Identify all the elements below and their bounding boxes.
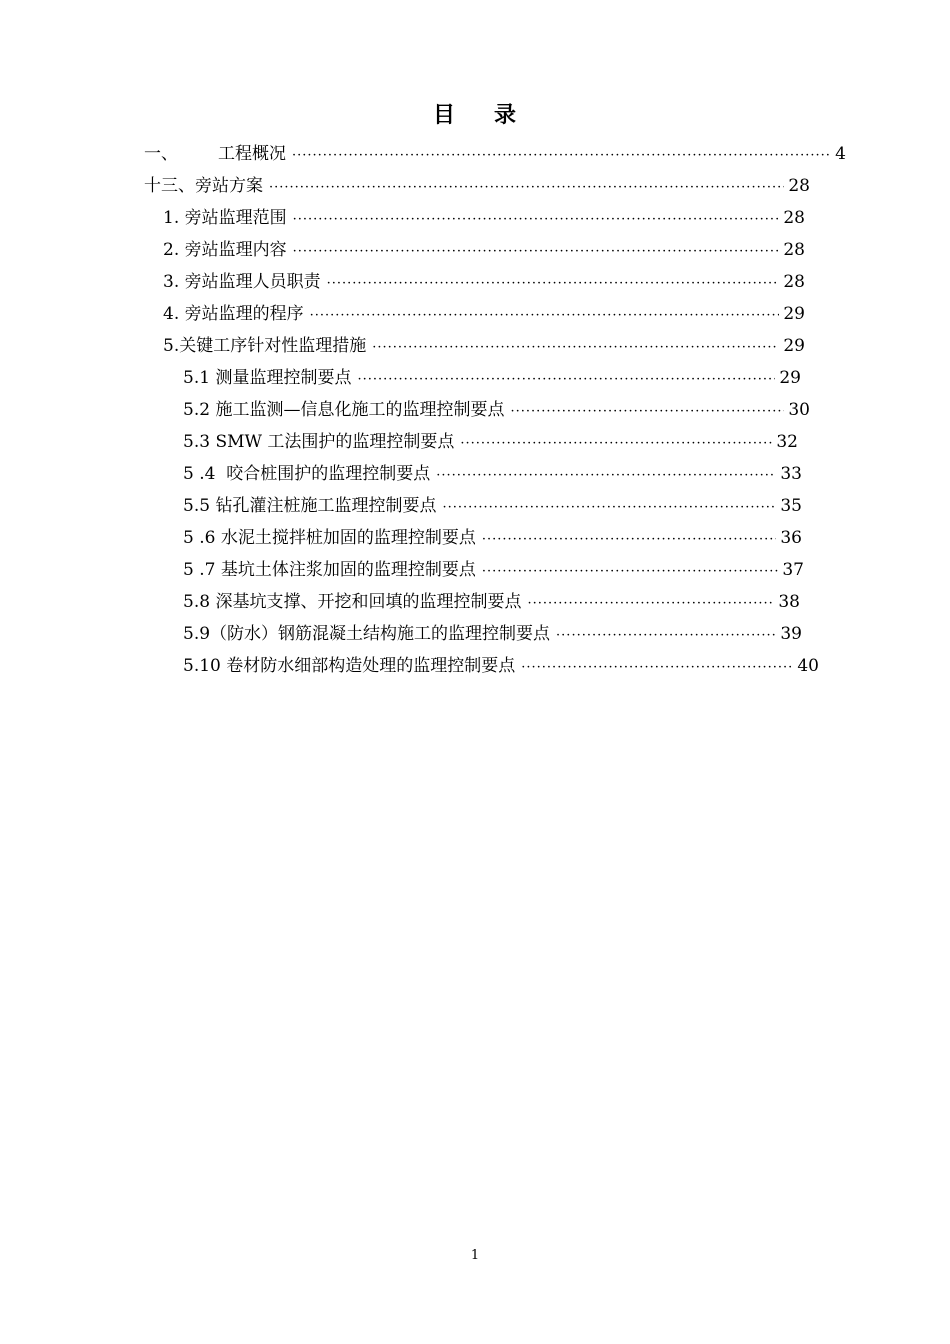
toc-entry-label: 4. 旁站监理的程序 [163,304,304,324]
toc-entry-label: 5.关键工序针对性监理措施 [163,336,367,356]
toc-entry-5-7[interactable] [183,558,804,582]
toc-page-number: 30 [788,400,810,420]
toc-entry-5-9[interactable] [183,622,802,646]
toc-entry-label: 5.9（防水）钢筋混凝土结构施工的监理控制要点 [183,624,551,644]
toc-entry-5-1[interactable] [183,366,801,390]
toc-entry-label: 5 .4 咬合桩围护的监理控制要点 [183,464,431,484]
toc-entry-label: 5 .6 水泥土搅拌桩加固的监理控制要点 [183,528,476,548]
toc-dot-leader [357,368,775,392]
toc-entry-3[interactable] [163,270,805,294]
toc-dot-leader [269,176,784,200]
toc-page-number: 28 [783,208,805,228]
toc-page-number: 33 [780,464,802,484]
toc-entry-project-overview[interactable] [144,142,846,166]
toc-entry-label: 3. 旁站监理人员职责 [163,272,321,292]
toc-entry-label: 5.2 施工监测—信息化施工的监理控制要点 [183,400,505,420]
toc-dot-leader [372,336,779,360]
toc-entry-label: 5 .7 基坑土体注浆加固的监理控制要点 [183,560,476,580]
toc-entry-label: 十三、旁站方案 [144,176,263,196]
toc-entry-5-5[interactable] [183,494,802,518]
toc-page-number: 29 [783,336,805,356]
toc-entry-label: 2. 旁站监理内容 [163,240,287,260]
toc-dot-leader [310,304,780,328]
toc-page-number: 28 [783,272,805,292]
toc-entry-5-4[interactable] [183,462,802,486]
footer-page-number: 1 [470,1248,480,1263]
toc-entry-2[interactable] [163,238,805,262]
toc-entry-5-3[interactable] [183,430,798,454]
toc-entry-label: 5.3 SMW 工法围护的监理控制要点 [183,432,455,452]
toc-entry-4[interactable] [163,302,805,326]
toc-title-char-2: 录 [494,102,518,128]
toc-dot-leader [482,528,777,552]
toc-page-number: 29 [783,304,805,324]
toc-entry-5-2[interactable] [183,398,810,422]
toc-entry-label: 5.8 深基坑支撑、开挖和回填的监理控制要点 [183,592,522,612]
toc-dot-leader [293,240,780,264]
toc-entry-1[interactable] [163,206,805,230]
toc-page-number: 36 [780,528,802,548]
toc-entry-label: 5.1 测量监理控制要点 [183,368,352,388]
toc-dot-leader [556,624,776,648]
toc-dot-leader [327,272,780,296]
toc-page-number: 35 [780,496,802,516]
toc-dot-leader [482,560,779,584]
toc-page-number: 4 [835,144,846,164]
toc-entry-label: 5.10 卷材防水细部构造处理的监理控制要点 [183,656,516,676]
toc-dot-leader [293,208,780,232]
toc-entry-5[interactable] [163,334,805,358]
toc-dot-leader [521,656,793,680]
toc-dot-leader [510,400,784,424]
toc-page-number: 37 [782,560,804,580]
toc-title-char-1: 目 [432,102,456,128]
toc-entry-5-6[interactable] [183,526,802,550]
toc-dot-leader [436,464,776,488]
toc-dot-leader [442,496,776,520]
toc-page-number: 29 [779,368,801,388]
toc-entry-5-10[interactable] [183,654,819,678]
toc-entry-section-13[interactable] [144,174,810,198]
toc-page-number: 28 [788,176,810,196]
toc-title [0,98,950,129]
toc-page-number: 32 [776,432,798,452]
toc-entry-label: 5.5 钻孔灌注桩施工监理控制要点 [183,496,437,516]
toc-page-number: 28 [783,240,805,260]
toc-dot-leader [460,432,772,456]
toc-dot-leader [292,144,831,168]
toc-dot-leader [527,592,774,616]
toc-page-number: 39 [780,624,802,644]
toc-page-number: 38 [778,592,800,612]
toc-entry-label: 一、 工程概况 [144,144,286,164]
toc-entry-label: 1. 旁站监理范围 [163,208,287,228]
toc-entry-5-8[interactable] [183,590,800,614]
toc-page-number: 40 [797,656,819,676]
